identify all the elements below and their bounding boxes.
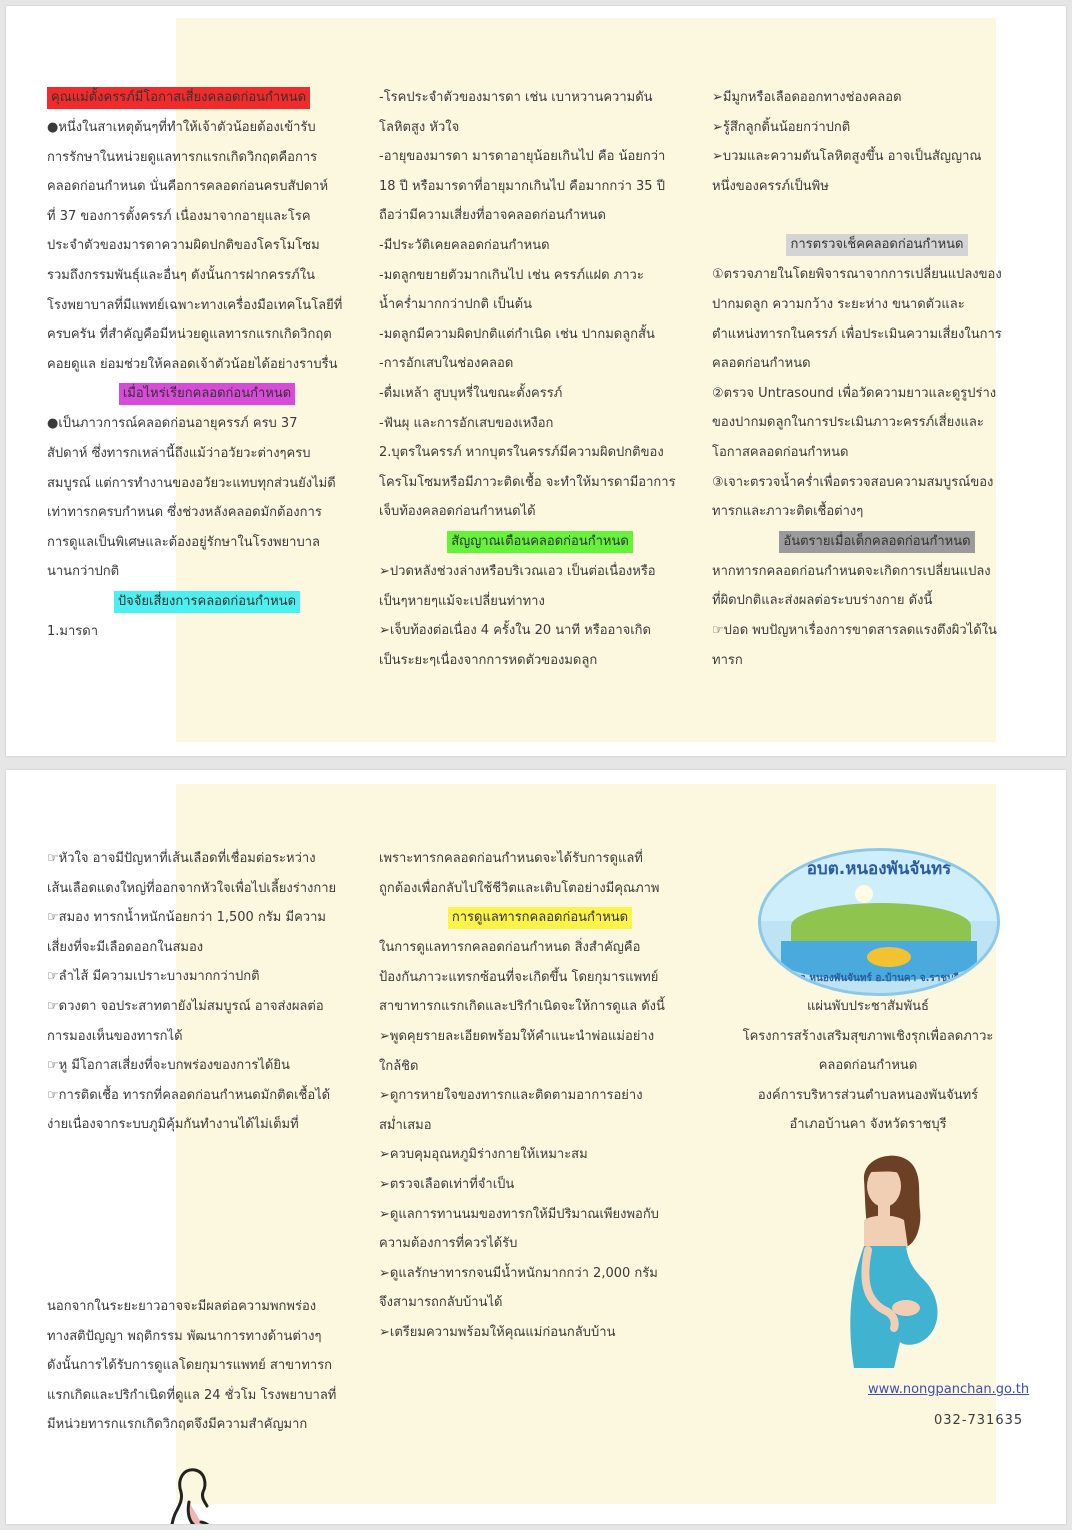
text-line: ดังนั้นการได้รับการดูแลโดยกุมารแพทย์ สาขาทารก [47, 1358, 333, 1374]
phone-number: 032-731635 [934, 1413, 1024, 1428]
text-line: โครโมโซมหรือมีภาวะติดเชื้อ จะทำให้มารดามีอาการ [379, 474, 676, 490]
text-line: คลอดก่อนกำหนด [712, 356, 811, 372]
paragraph-mother [47, 617, 367, 647]
column-1 [47, 83, 367, 647]
text-line: ถือว่ามีความเสี่ยงที่อาจคลอดก่อนกำหนด [379, 208, 606, 224]
text-line: ☞ลำไส้ มีความเปราะบางมากกว่าปกติ [47, 969, 260, 985]
text-line: ใกล้ชิด [379, 1058, 419, 1074]
text-line: ➢ตรวจเลือดเท่าที่จำเป็น [379, 1176, 515, 1192]
text-line: โลหิตสูง หัวใจ [379, 119, 460, 135]
text-line: ทารก [712, 652, 743, 668]
brochure-page-1 [6, 6, 1066, 756]
text-line: ➢ปวดหลังช่วงล่างหรือบริเวณเอว เป็นต่อเนื่องหรือ [379, 563, 656, 579]
column-3 [712, 83, 1042, 675]
text-line: 18 ปี หรือมารดาที่อายุมากเกินไป คือมากกว่า 35 ปี [379, 178, 665, 194]
text-line: -อายุของมารดา มารดาอายุน้อยเกินไป คือ น้อยกว่า [379, 149, 666, 165]
heading-dangers: อันตรายเมื่อเด็กคลอดก่อนกำหนด [779, 531, 974, 553]
text-line: ของปากมดลูกในการประเมินภาวะครรภ์เสี่ยงและ [712, 415, 984, 431]
brochure-page-2 [6, 770, 1066, 1524]
paragraph-checkup [712, 260, 1042, 526]
text-line: สมบูรณ์ แต่การทำงานของอวัยวะแทบทุกส่วนยังไม่ดี [47, 475, 336, 491]
text-line: ง่ายเนื่องจากระบบภูมิคุ้มกันทำงานได้ไม่เต็มที่ [47, 1117, 299, 1133]
text-line: ถูกต้องเพื่อกลับไปใช้ชีวิตและเติบโตอย่างมีคุณภาพ [379, 880, 660, 896]
heading-high-risk: คุณแม่ตั้งครรภ์มีโอกาสเสี่ยงคลอดก่อนกำหนด [47, 87, 310, 109]
text-line: เส้นเลือดแดงใหญ่ที่ออกจากหัวใจเพื่อไปเลี้ยงร่างกาย [47, 880, 337, 896]
text-line: หากทารกคลอดก่อนกำหนดจะเกิดการเปลี่ยนแปลง [712, 563, 991, 579]
text-line: ➢ดูแลรักษาทารกจนมีน้ำหนักมากกว่า 2,000 กรัม [379, 1265, 658, 1281]
text-line: -มีประวัติเคยคลอดก่อนกำหนด [379, 237, 550, 253]
text-line: ในการดูแลทารกคลอดก่อนกำหนด สิ่งสำคัญคือ [379, 940, 641, 956]
text-line: ➢บวมและความดันโลหิตสูงขึ้น อาจเป็นสัญญาณ [712, 149, 982, 165]
paragraph-care-intro [379, 844, 701, 903]
text-line: โอกาสคลอดก่อนกำหนด [712, 444, 849, 460]
text-line: ➢เตรียมความพร้อมให้คุณแม่ก่อนกลับบ้าน [379, 1324, 616, 1340]
column-2 [379, 83, 701, 675]
text-line: 2.บุตรในครรภ์ หากบุตรในครรภ์มีความผิดปกติของ [379, 445, 664, 461]
fish-icon [867, 947, 911, 967]
text-line: ☞หัวใจ อาจมีปัญหาที่เส้นเลือดที่เชื่อมต่อระหว่าง [47, 851, 316, 866]
paragraph-intro [47, 113, 367, 379]
pregnant-outline-icon [161, 1462, 225, 1524]
text-line: สาขาทารกแรกเกิดและปริกำเนิดจะให้การดูแล ดังนี้ [379, 999, 665, 1015]
text-line: เป็นๆหายๆแม้จะเปลี่ยนท่าทาง [379, 593, 545, 609]
text-line: อำเภอบ้านคา จังหวัดราชบุรี [789, 1117, 947, 1133]
text-line: ☞สมอง ทารกน้ำหนักน้อยกว่า 1,500 กรัม มีความ [47, 910, 326, 926]
text-line: -การอักเสบในช่องคลอด [379, 356, 514, 372]
text-line: ➢เจ็บท้องต่อเนื่อง 4 ครั้งใน 20 นาที หรืออาจเกิด [379, 623, 651, 639]
text-line: มีหน่วยทารกแรกเกิดวิกฤตจึงมีความสำคัญมาก [47, 1417, 308, 1433]
text-line: ➢รู้สึกลูกดิ้นน้อยกว่าปกติ [712, 119, 851, 135]
text-line: ครบครัน ที่สำคัญคือมีหน่วยดูแลทารกแรกเกิดวิกฤต [47, 327, 332, 343]
text-line: นอกจากในระยะยาวอาจจะมีผลต่อความพกพร่อง [47, 1299, 317, 1314]
text-line: ①ตรวจภายในโดยพิจารณาจากการเปลี่ยนแปลงของ [712, 267, 1002, 283]
column-1 [47, 844, 367, 1140]
text-line: เพราะทารกคลอดก่อนกำหนดจะได้รับการดูแลที่ [379, 851, 643, 866]
heading-when-preterm: เมื่อไหร่เรียกคลอดก่อนกำหนด [119, 383, 295, 405]
organization-logo [758, 848, 1000, 996]
text-line: ☞หู มีโอกาสเสี่ยงที่จะบกพร่องของการได้ยิน [47, 1058, 290, 1074]
column-3 [718, 992, 1018, 1140]
text-line: ☞ปอด พบปัญหาเรื่องการขาดสารลดแรงตึงผิวได้ใน [712, 622, 997, 638]
paragraph-dangers [712, 557, 1042, 675]
text-line: ☞ดวงตา จอประสาทตายังไม่สมบูรณ์ อาจส่งผลต่อ [47, 998, 324, 1014]
text-line: แผ่นพับประชาสัมพันธ์ [807, 999, 929, 1014]
text-line: ➢ควบคุมอุณหภูมิร่างกายให้เหมาะสม [379, 1147, 588, 1163]
text-line: แรกเกิดและปริกำเนิดที่ดูแล 24 ชั่วโม โรงพยาบาลที่ [47, 1387, 337, 1403]
paragraph-signs-cont [712, 83, 1042, 201]
paragraph-organ-effects [47, 844, 367, 1140]
text-line: ➢มีมูกหรือเลือดออกทางช่องคลอด [712, 90, 902, 105]
text-line: ประจำตัวของมารดาความผิดปกติของโครโมโซม [47, 238, 320, 254]
heading-risk-factors: ปัจจัยเสี่ยงการคลอดก่อนกำหนด [114, 591, 300, 613]
text-line: ●เป็นภาวการณ์คลอดก่อนอายุครรภ์ ครบ 37 [47, 416, 298, 432]
text-line: -โรคประจำตัวของมารดา เช่น เบาหวานความดัน [379, 90, 653, 105]
paragraph-long-term [47, 1292, 367, 1440]
text-line: ➢ดูแลการทานนมของทารกให้มีปริมาณเพียงพอกับ [379, 1206, 659, 1222]
text-line: -มดลูกมีความผิดปกติแต่กำเนิด เช่น ปากมดลูกสั้น [379, 326, 655, 342]
text-line: การดูแลเป็นพิเศษและต้องอยู่รักษาในโรงพยาบาล [47, 534, 320, 550]
text-line: ความต้องการที่ควรได้รับ [379, 1236, 518, 1252]
text-line: ตำแหน่งทารกในครรภ์ เพื่อประเมินความเสี่ยงในการ [712, 326, 1002, 342]
organization-info [718, 992, 1018, 1140]
text-line: สม่ำเสมอ [379, 1117, 432, 1133]
heading-checkup: การตรวจเช็คคลอดก่อนกำหนด [786, 234, 967, 256]
paragraph-care-list [379, 933, 701, 1347]
text-line: เป็นระยะๆเนื่องจากการหดตัวของมดลูก [379, 652, 598, 668]
text-line: ที่ผิดปกติและส่งผลต่อระบบร่างกาย ดังนี้ [712, 593, 933, 609]
text-line: น้ำคร่ำมากกว่าปกติ เป็นต้น [379, 297, 532, 313]
text-line: -มดลูกขยายตัวมากเกินไป เช่น ครรภ์แฝด ภาวะ [379, 267, 644, 283]
text-line: รวมถึงกรรมพันธุ์และอื่นๆ ดังนั้นการฝากครรภ์ใน [47, 267, 315, 283]
text-line: ทางสติปัญญา พฤติกรรม พัฒนาการทางด้านต่างๆ [47, 1328, 322, 1344]
text-line: องค์การบริหารส่วนตำบลหนองพันจันทร์ [757, 1087, 979, 1103]
text-line: การรักษาในหน่วยดูแลทารกแรกเกิดวิกฤตคือการ [47, 149, 318, 165]
text-line: คลอดก่อนกำหนด [818, 1058, 918, 1074]
text-line: -ดื่มเหล้า สูบบุหรี่ในขณะตั้งครรภ์ [379, 385, 563, 401]
heading-warning-signs: สัญญาณเตือนคลอดก่อนกำหนด [447, 531, 633, 553]
text-line: จึงสามารถกลับบ้านได้ [379, 1295, 503, 1311]
moon-icon [855, 885, 873, 903]
text-line: โครงการสร้างเสริมสุขภาพเชิงรุกเพื่อลดภาวะ [742, 1028, 994, 1044]
text-line: หนึ่งของครรภ์เป็นพิษ [712, 178, 829, 194]
text-line: ➢ดูการหายใจของทารกและติดตามอาการอย่าง [379, 1088, 643, 1104]
text-line: ป้องกันภาวะแทรกซ้อนที่จะเกิดขึ้น โดยกุมารแพทย์ [379, 969, 659, 985]
text-line: ทารกและภาวะติดเชื้อต่างๆ [712, 504, 864, 520]
paragraph-definition [47, 409, 367, 587]
paragraph-risk-list [379, 83, 701, 527]
text-line: เสี่ยงที่จะมีเลือดออกในสมอง [47, 939, 204, 955]
text-line: สัปดาห์ ซึ่งทารกเหล่านี้ถึงแม้ว่าอวัยวะต่างๆครบ [47, 445, 311, 461]
text-line: ➢พูดคุยรายละเอียดพร้อมให้คำแนะนำพ่อแม่อย่าง [379, 1028, 655, 1044]
text-line: เจ็บท้องคลอดก่อนกำหนดได้ [379, 504, 536, 520]
text-line: นานกว่าปกติ [47, 564, 120, 580]
text-line: 1.มารดา [47, 623, 98, 639]
website-link[interactable]: www.nongpanchan.go.th [868, 1382, 1030, 1397]
text-line: การมองเห็นของทารกได้ [47, 1028, 183, 1044]
heading-care: การดูแลทารกคลอดก่อนกำหนด [448, 907, 632, 929]
text-line: ☞การติดเชื้อ ทารกที่คลอดก่อนกำหนดมักติดเชื้อได้ [47, 1087, 331, 1103]
text-line: คอยดูแล ย่อมช่วยให้คลอดเจ้าตัวน้อยได้อย่างราบรื่น [47, 356, 338, 372]
column-2 [379, 844, 701, 1348]
text-line: ●หนึ่งในสาเหตุต้นๆที่ทำให้เจ้าตัวน้อยต้องเข้ารับ [47, 120, 316, 135]
text-line: ③เจาะตรวจน้ำคร่ำเพื่อตรวจสอบความสมบูรณ์ของ [712, 474, 994, 490]
logo-subtitle: ต.หนองพันจันทร์ อ.บ้านคา จ.ราชบุรี [799, 973, 959, 984]
paragraph-warning-list [379, 557, 701, 675]
logo-title: อบต.หนองพันจันทร์ [806, 859, 952, 879]
text-line: คลอดก่อนกำหนด นั่นคือการคลอดก่อนครบสัปดาห์ [47, 179, 329, 195]
text-line: โรงพยาบาลที่มีแพทย์เฉพาะทางเครื่องมือเทคโนโลยีที่ [47, 297, 343, 313]
pregnant-woman-illustration [824, 1150, 954, 1368]
column-1-bottom [47, 1292, 367, 1440]
text-line: ปากมดลูก ความกว้าง ระยะห่าง ขนาดตัวและ [712, 296, 965, 312]
text-line: ②ตรวจ Untrasound เพื่อวัดความยาวและดูรูปร่าง [712, 385, 997, 401]
text-line: ที่ 37 ของการตั้งครรภ์ เนื่องมาจากอายุและโรค [47, 208, 311, 224]
text-line: -ฟันผุ และการอักเสบของเหงือก [379, 415, 554, 431]
text-line: เท่าทารกครบกำหนด ซึ่งช่วงหลังคลอดมักต้องการ [47, 505, 322, 521]
